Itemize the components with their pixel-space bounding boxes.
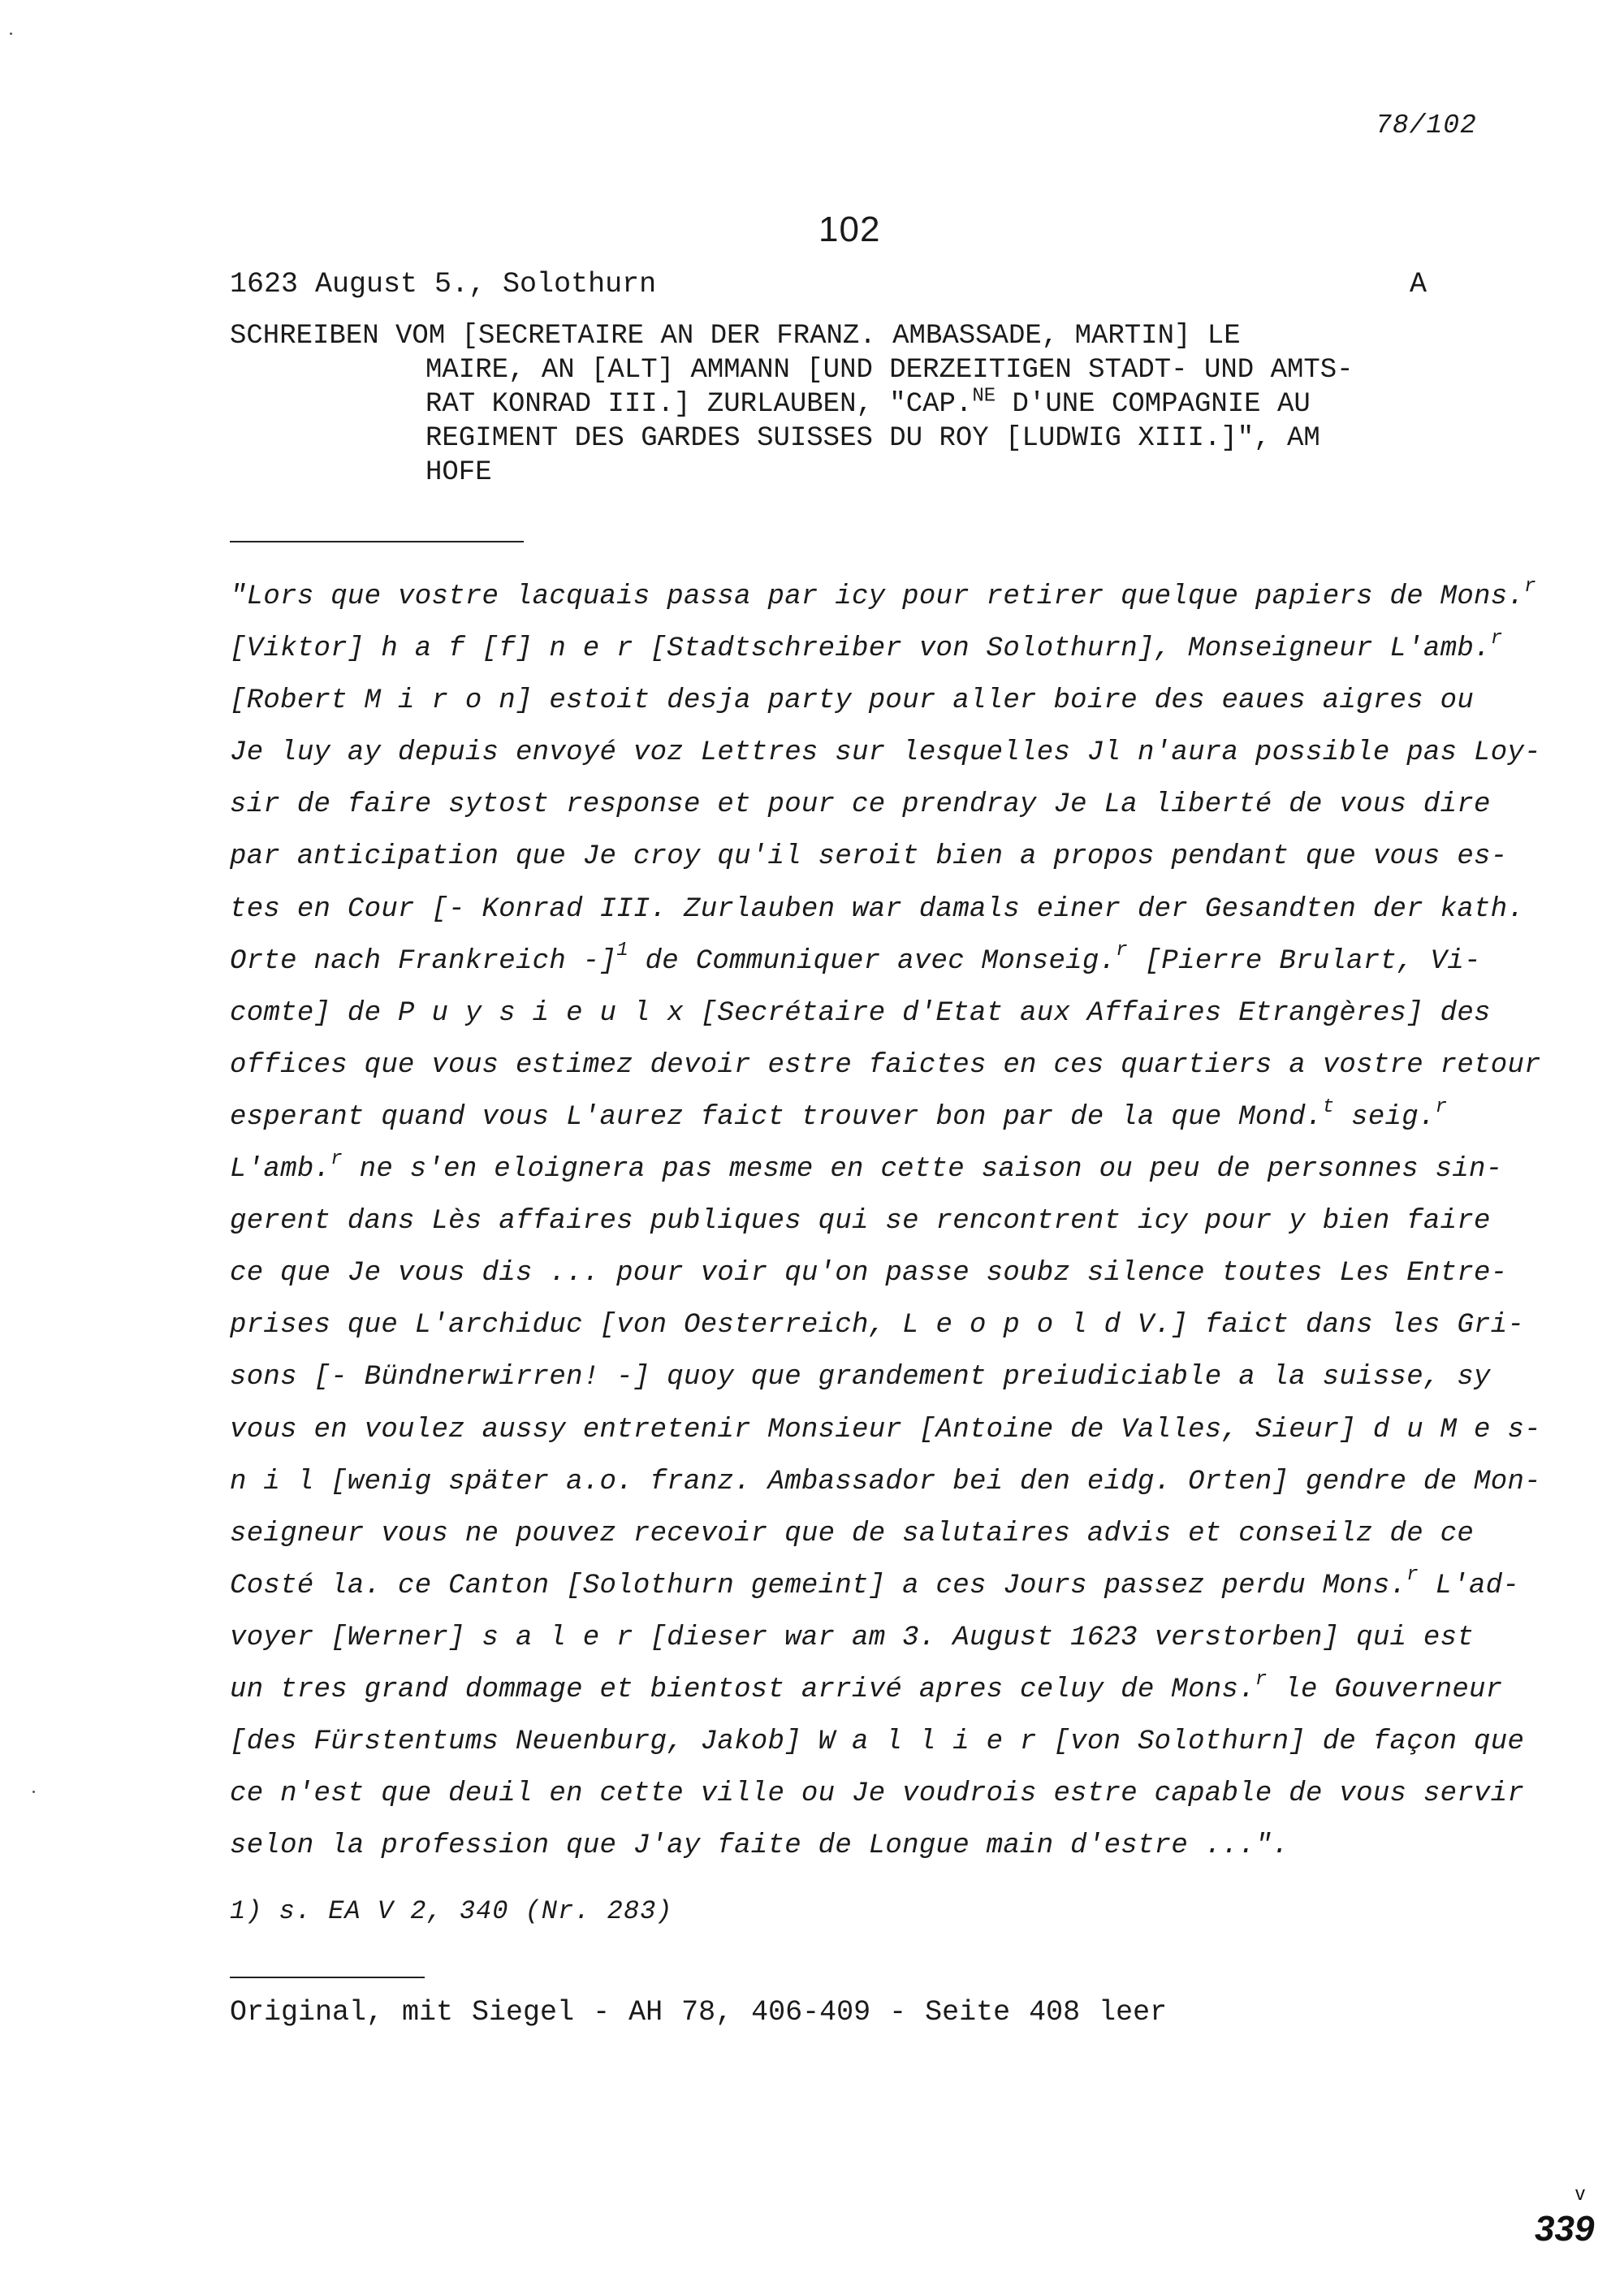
page-reference: 78/102 [1376,110,1477,140]
letter-line [230,1560,1529,1612]
regest-line: REGIMENT DES GARDES SUISSES DU ROY [LUDWIG XIII.]", AM [425,423,1320,454]
letter-line [230,1299,1529,1351]
letter-line [230,936,1529,987]
archive-page-stamp: 339 [1535,2209,1595,2249]
margin-mark [10,32,12,35]
text-run: L'amb. [230,1154,331,1186]
letter-line [230,1143,1529,1195]
text-run: comte] de P u y s i e u l x [Secrétaire d'Etat aux Affaires Etrangères] des [230,997,1491,1029]
stamp-mark: v [1575,2183,1585,2205]
superscript: r [330,1147,343,1170]
text-run: ce n'est que deuil en cette ville ou Je voudrois estre capable de vous servir [230,1778,1525,1810]
letter-line [230,831,1529,883]
text-run: sons [- Bündnerwirren! -] quoy que grandement preiudiciable a la suisse, sy [230,1362,1491,1394]
letter-line [230,987,1529,1039]
text-run: par anticipation que Je croy qu'il seroit bien a propos pendant que vous es- [230,841,1508,873]
superscript: t [1322,1095,1335,1118]
regest-line: HOFE [425,457,492,488]
text-run: Costé la. ce Canton [Solothurn gemeint] a ces Jours passez perdu Mons. [230,1570,1407,1601]
text-run: [Robert M i r o n] estoit desja party pour aller boire des eaues aigres ou [230,685,1475,717]
letter-line [230,727,1541,779]
letter-line [230,1456,1541,1508]
regest-line: MAIRE, AN [ALT] AMMANN [UND DERZEITIGEN STADT- UND AMTS- [425,355,1354,386]
document-number: 102 [818,210,881,249]
text-run: [Viktor] h a f [f] n e r [Stadtschreiber von Solothurn], Monseigneur L'amb. [230,633,1491,665]
letter-line [230,1039,1541,1091]
text-run: ne s'en eloignera pas mesme en cette saison ou peu de personnes sin- [342,1154,1503,1186]
superscript: r [1490,627,1503,650]
text-run: "Lors que vostre lacquais passa par icy pour retirer quelque papiers de Mons. [230,581,1525,612]
superscript: r [1435,1095,1448,1118]
letter-line [230,1351,1529,1403]
letter-line [230,884,1529,936]
date-letter: A [1410,268,1427,300]
superscript: r [1406,1564,1419,1587]
text-run: seig. [1334,1101,1436,1133]
text-run: n i l [wenig später a.o. franz. Ambassador bei den eidg. Orten] gendre de Mon- [230,1466,1541,1497]
regest-line: SCHREIBEN VOM [SECRETAIRE AN DER FRANZ. AMBASSADE, MARTIN] LE [230,321,1241,352]
text-run: selon la profession que J'ay faite de Longue main d'estre ...". [230,1830,1289,1862]
letter-line [230,1820,1529,1872]
regest-divider [230,541,524,542]
letter-line [230,623,1529,675]
text-run: vous en voulez aussy entretenir Monsieur [Antoine de Valles, Sieur] d u M e s- [230,1414,1541,1445]
text-run: Orte nach Frankreich -] [230,945,617,977]
superscript: r [1255,1668,1268,1691]
regest-superscript: NE [972,385,996,408]
superscript: r [1524,575,1536,598]
regest-line: RAT KONRAD III.] ZURLAUBEN, "CAP.$^{NE}$ D'UNE COMPAGNIE AU [425,385,1311,420]
text-run: esperant quand vous L'aurez faict trouver bon par de la que Mond. [230,1101,1323,1133]
text-run: L'ad- [1418,1570,1520,1601]
text-run: gerent dans Lès affaires publiques qui se rencontrent icy pour y bien faire [230,1206,1491,1238]
superscript: 1 [616,940,628,962]
letter-line [230,779,1529,831]
letter-line [230,675,1529,727]
letter-line [230,1091,1529,1143]
text-run: de Communiquer avec Monseig. [628,945,1116,977]
text-run: tes en Cour [- Konrad III. Zurlauben war damals einer der Gesandten der kath. [230,893,1525,925]
text-run: un tres grand dommage et bientost arrivé apres celuy de Mons. [230,1674,1255,1705]
date-place: 1623 August 5., Solothurn [230,268,657,300]
letter-line [230,1612,1529,1664]
margin-mark [32,1791,35,1793]
text-run: voyer [Werner] s a l e r [dieser war am 3. August 1623 verstorben] qui est [230,1622,1475,1653]
letter-line [230,1664,1529,1716]
text-run: prises que L'archiduc [von Oesterreich, L e o p o l d V.] faict dans les Gri- [230,1310,1525,1342]
letter-text [230,571,1541,1872]
letter-line [230,1247,1529,1299]
text-run: offices que vous estimez devoir estre faictes en ces quartiers a vostre retour [230,1049,1541,1081]
text-run: [des Fürstentums Neuenburg, Jakob] W a l l i e r [von Solothurn] de façon que [230,1726,1525,1758]
letter-line [230,1195,1529,1247]
footnote: 1) s. EA V 2, 340 (Nr. 283) [230,1896,673,1926]
letter-line [230,1768,1529,1820]
letter-line [230,571,1536,623]
text-run: [Pierre Brulart, Vi- [1128,945,1481,977]
text-run: le Gouverneur [1267,1674,1503,1705]
superscript: r [1116,940,1128,962]
text-run: ce que Je vous dis ... pour voir qu'on passe soubz silence toutes Les Entre- [230,1258,1508,1290]
text-run: seigneur vous ne pouvez recevoir que de salutaires advis et conseilz de ce [230,1518,1475,1549]
text-run: sir de faire sytost response et pour ce prendray Je La liberté de vous dire [230,789,1491,821]
letter-line [230,1508,1529,1560]
source-divider [230,1977,425,1978]
letter-line [230,1404,1541,1456]
text-run: Je luy ay depuis envoyé voz Lettres sur lesquelles Jl n'aura possible pas Loy- [230,737,1541,769]
letter-line [230,1716,1529,1768]
source-note: Original, mit Siegel - AH 78, 406-409 - Seite 408 leer [230,1996,1168,2029]
